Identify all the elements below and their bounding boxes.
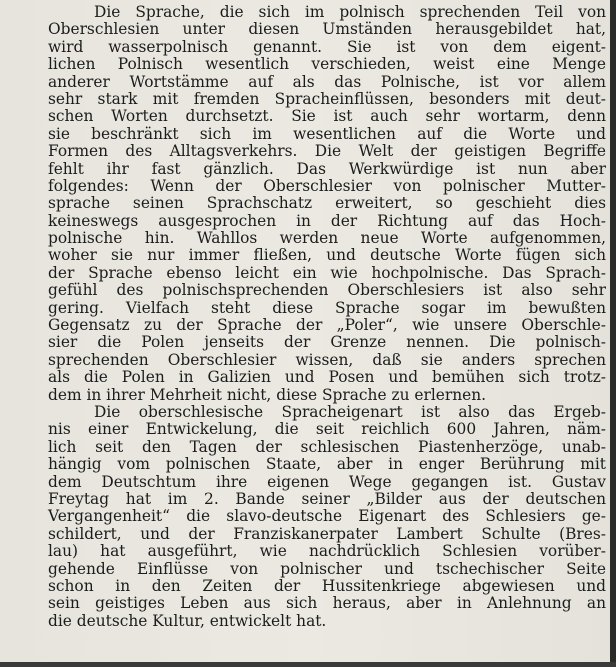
text-line: sprechenden Oberschlesier wissen, daß sie anders sprechen	[48, 350, 606, 369]
paragraph-2	[48, 404, 606, 630]
text-line: lichen Polnisch wesentlich verschieden, weist eine Menge	[48, 55, 606, 74]
text-line: hängig vom polnischen Staate, aber in enger Berührung mit	[48, 455, 606, 474]
text-line: als die Polen in Galizien und Posen und bemühen sich trotz-	[48, 368, 606, 387]
text-line: wird wasserpolnisch genannt. Sie ist von dem eigent-	[48, 37, 606, 56]
text-line: sein geistiges Leben aus sich heraus, aber in Anlehnung an	[48, 594, 606, 613]
text-line: Die oberschlesische Spracheigenart ist also das Ergeb-	[94, 402, 606, 421]
text-line: dem Deutschtum ihre eigenen Wege gegangen ist. Gustav	[48, 472, 606, 491]
text-line: gering. Vielfach steht diese Sprache sogar im bewußten	[48, 298, 606, 317]
text-line: keineswegs ausgesprochen in der Richtung auf das Hoch-	[48, 211, 606, 230]
text-line: Formen des Alltagsverkehrs. Die Welt der geistigen Begriffe	[48, 142, 606, 161]
text-line: Die Sprache, die sich im polnisch sprechenden Teil von	[94, 3, 606, 21]
text-line: Vergangenheit“ die slavo-deutsche Eigenart des Schlesiers ge-	[48, 507, 606, 526]
text-line: polnische hin. Wahllos werden neue Worte aufgenommen,	[48, 229, 606, 248]
body-text	[48, 4, 606, 630]
text-line: gehende Einflüsse von polnischer und tschechischer Seite	[48, 559, 606, 578]
scan-edge-bottom	[0, 662, 616, 667]
text-line: woher sie nur immer fließen, und deutsche Worte fügen sich	[48, 246, 606, 265]
text-line: sehr stark mit fremden Spracheinflüssen, besonders mit deut-	[48, 89, 606, 108]
text-line: folgendes: Wenn der Oberschlesier von polnischer Mutter-	[48, 176, 606, 195]
text-line: Freytag hat im 2. Bande seiner „Bilder aus der deutschen	[48, 489, 606, 508]
text-line: nis einer Entwickelung, die seit reichlich 600 Jahren, näm-	[48, 420, 606, 439]
text-line: lich seit den Tagen der schlesischen Piastenherzöge, unab-	[48, 437, 606, 456]
text-line: schon in den Zeiten der Hussitenkriege abgewiesen und	[48, 576, 606, 595]
text-line: sie beschränkt sich im wesentlichen auf die Worte und	[48, 124, 606, 143]
text-line: sprache seinen Sprachschatz erweitert, so geschieht dies	[48, 194, 606, 213]
text-line: Oberschlesien unter diesen Umständen herausgebildet hat,	[48, 20, 606, 39]
text-line: lau) hat ausgeführt, wie nachdrücklich Schlesien vorüber-	[48, 542, 606, 561]
paragraph-1	[48, 4, 606, 404]
text-line: Gegensatz zu der Sprache der „Poler“, wie unsere Oberschle-	[48, 316, 606, 335]
text-line: dem in ihrer Mehrheit nicht, diese Sprache zu erlernen.	[48, 385, 487, 404]
text-line: sier die Polen jenseits der Grenze nennen. Die polnisch-	[48, 333, 606, 352]
text-line: schildert, und der Franziskanerpater Lambert Schulte (Bres-	[48, 524, 606, 543]
scan-edge-right	[610, 0, 616, 667]
text-line: der Sprache ebenso leicht ein wie hochpolnische. Das Sprach-	[48, 263, 606, 282]
text-line: gefühl des polnischsprechenden Oberschlesiers ist also sehr	[48, 281, 606, 300]
text-line: fehlt ihr fast gänzlich. Das Werkwürdige ist nun aber	[48, 159, 606, 178]
text-line: schen Worten durchsetzt. Sie ist auch sehr wortarm, denn	[48, 107, 606, 126]
text-line: anderer Wortstämme auf als das Polnische, ist vor allem	[48, 72, 606, 91]
text-line: die deutsche Kultur, entwickelt hat.	[48, 611, 327, 630]
